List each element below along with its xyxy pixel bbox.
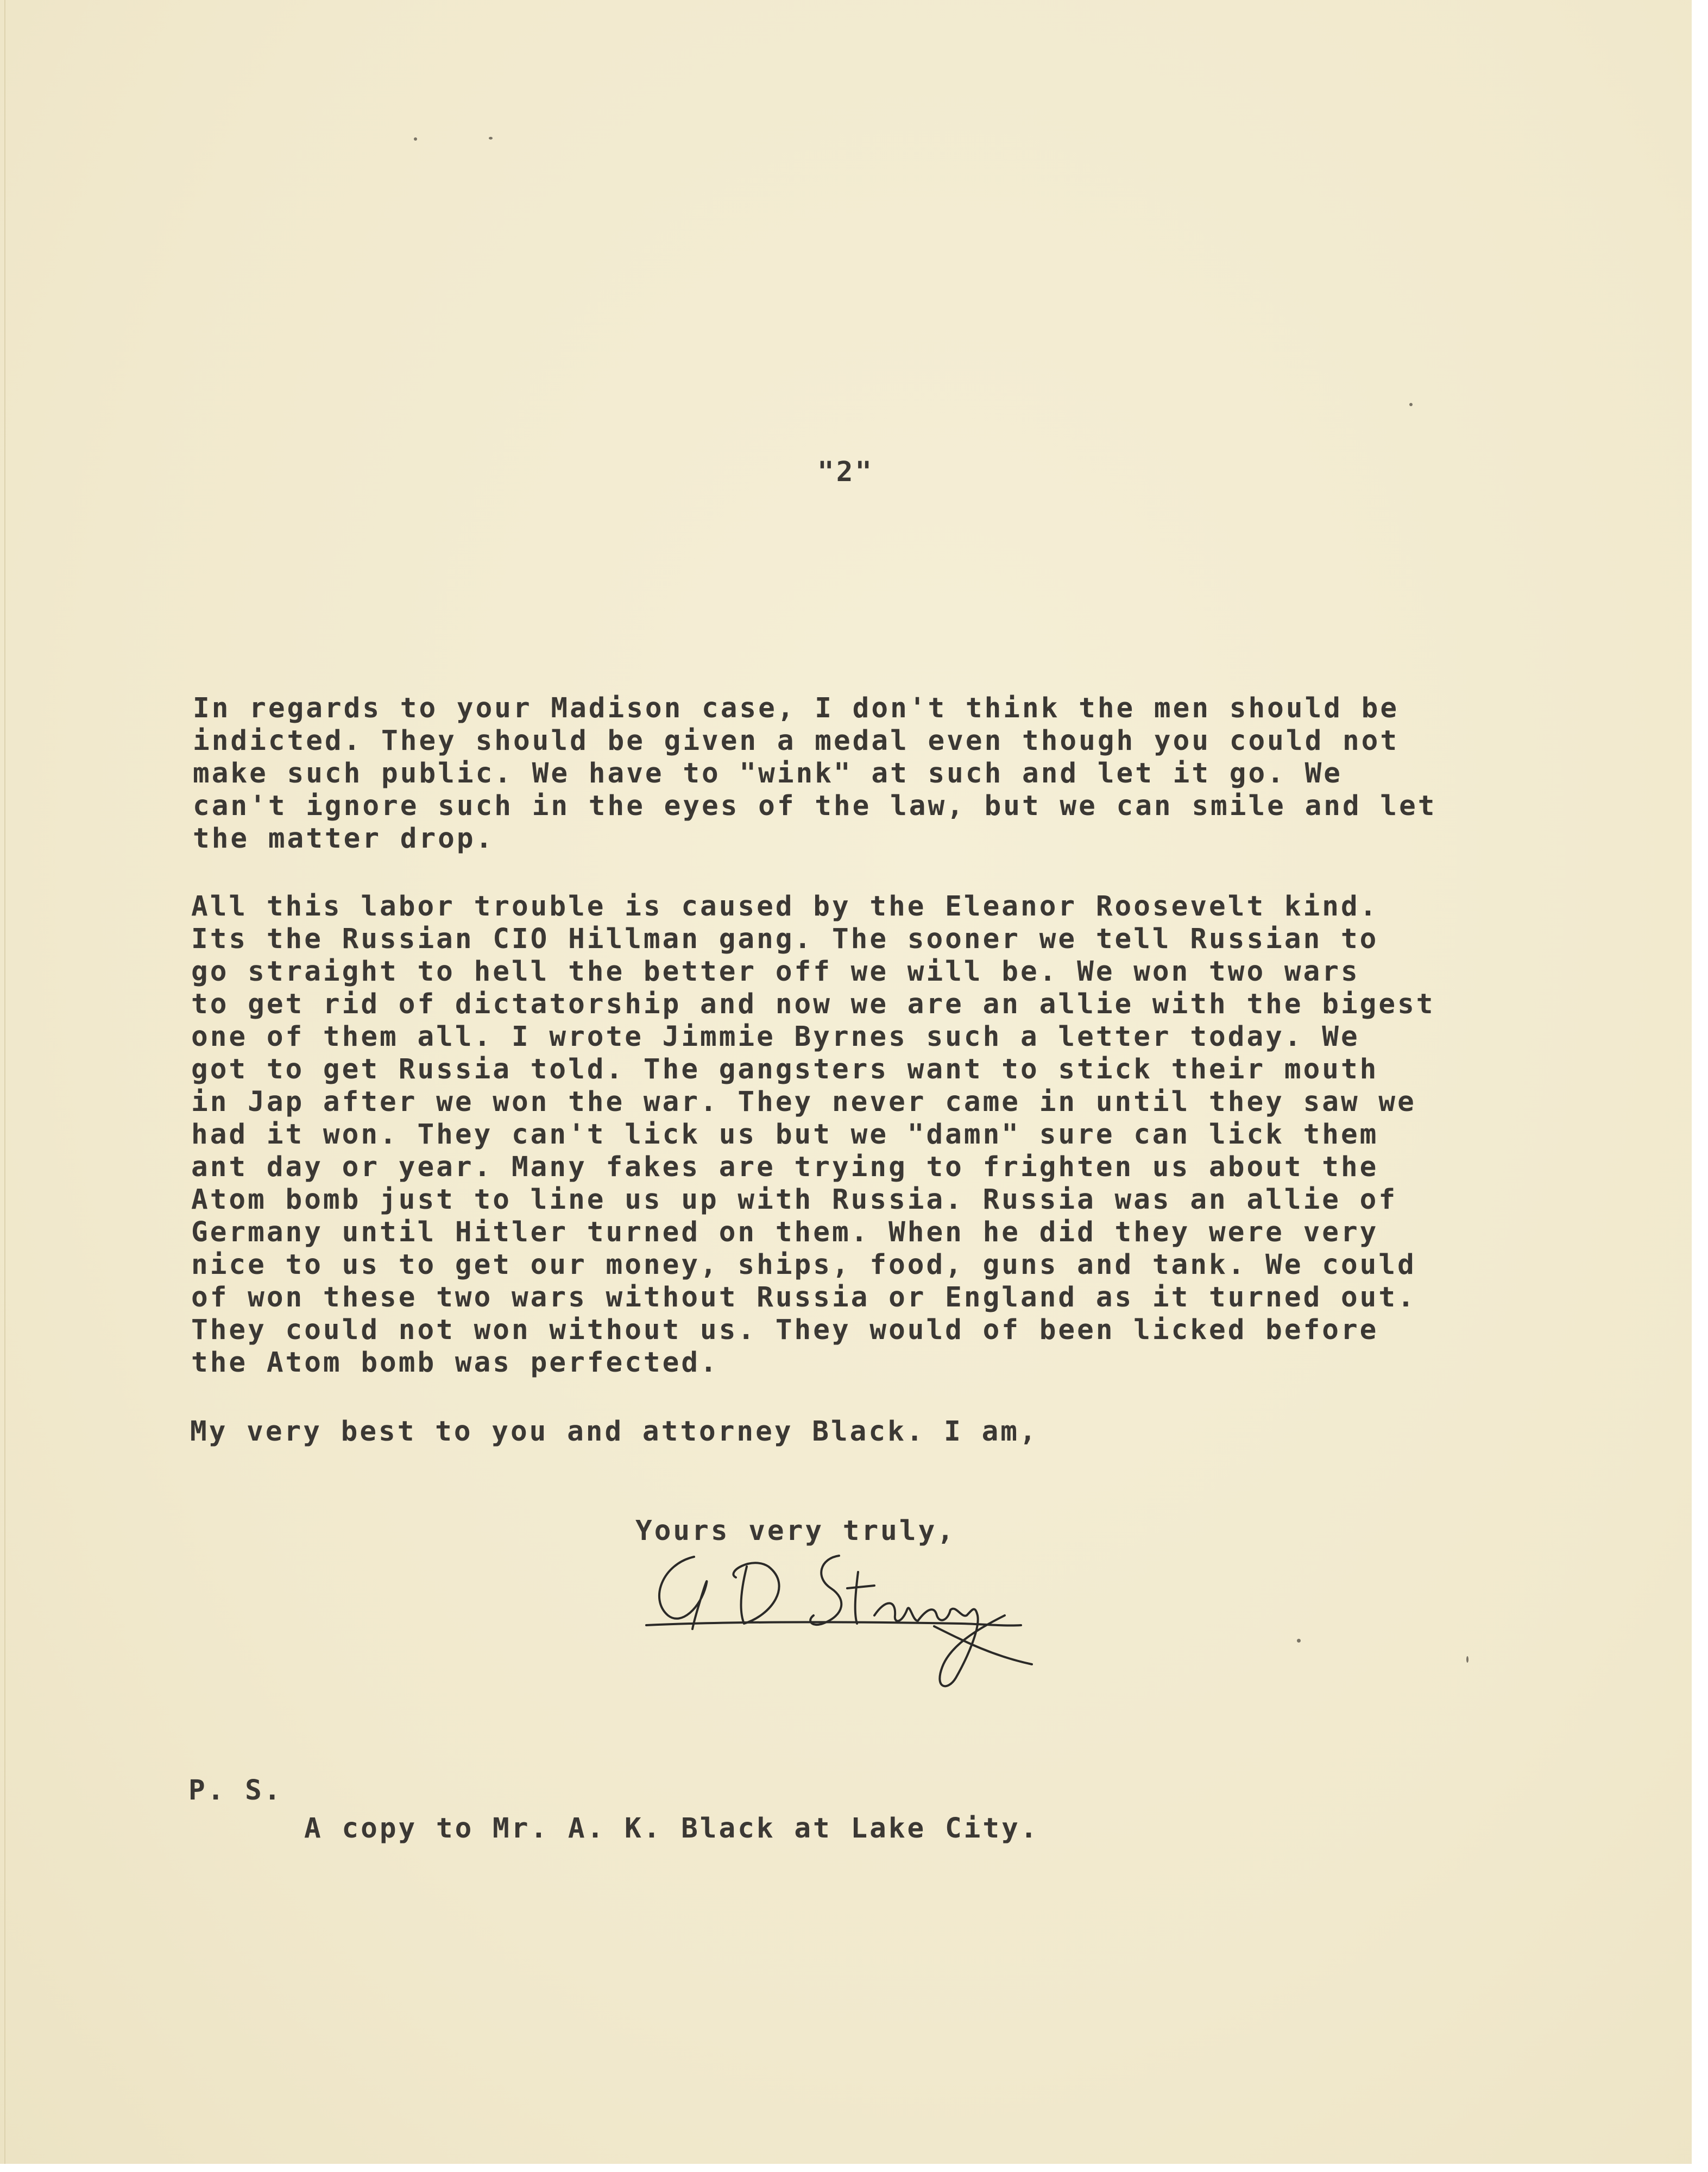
page-edge-left (4, 0, 5, 2164)
postscript-label: P. S. (188, 1775, 283, 1807)
page-number: "2" (817, 456, 874, 488)
closing-salutation: Yours very truly, (635, 1515, 956, 1547)
paper-speck (489, 137, 493, 140)
handwritten-signature (630, 1534, 1043, 1697)
paragraph-best-wishes: My very best to you and attorney Black. I am, (190, 1416, 1038, 1448)
postscript-text: A copy to Mr. A. K. Black at Lake City. (304, 1813, 1039, 1845)
paper-speck (414, 137, 417, 141)
paper-speck (1297, 1639, 1301, 1643)
paper-speck (1409, 403, 1413, 406)
paper-speck (1466, 1656, 1468, 1663)
paragraph-madison-case: In regards to your Madison case, I don't think the men should be indicted. They should be given a medal even though you could not make such public. We have to "wink" at such and let it go. We can't ignore such in the eyes of the law, but we can smile and let the matter drop. (193, 692, 1437, 855)
paragraph-labor-trouble: All this labor trouble is caused by the Eleanor Roosevelt kind. Its the Russian CIO Hillman gang. The sooner we tell Russian to go straight to hell the better off we will be. We won two wars to get rid of dictatorship and now we are an allie with the bigest one of them all. I wrote Jimmie Byrnes such a letter today. We got to get Russia told. The gangsters want to stick their mouth in Jap after we won the war. They never came in until they saw we had it won. They can't lick us but we "damn" sure can lick them ant day or year. Many fakes are trying to frighten us about the Atom bomb just to line us up with Russia. Russia was an allie of Germany until Hitler turned on them. When he did they were very nice to us to get our money, ships, food, guns and tank. We could of won these two wars without Russia or England as it turned out. They could not won without us. They would of been licked before the Atom bomb was perfected. (191, 891, 1435, 1379)
